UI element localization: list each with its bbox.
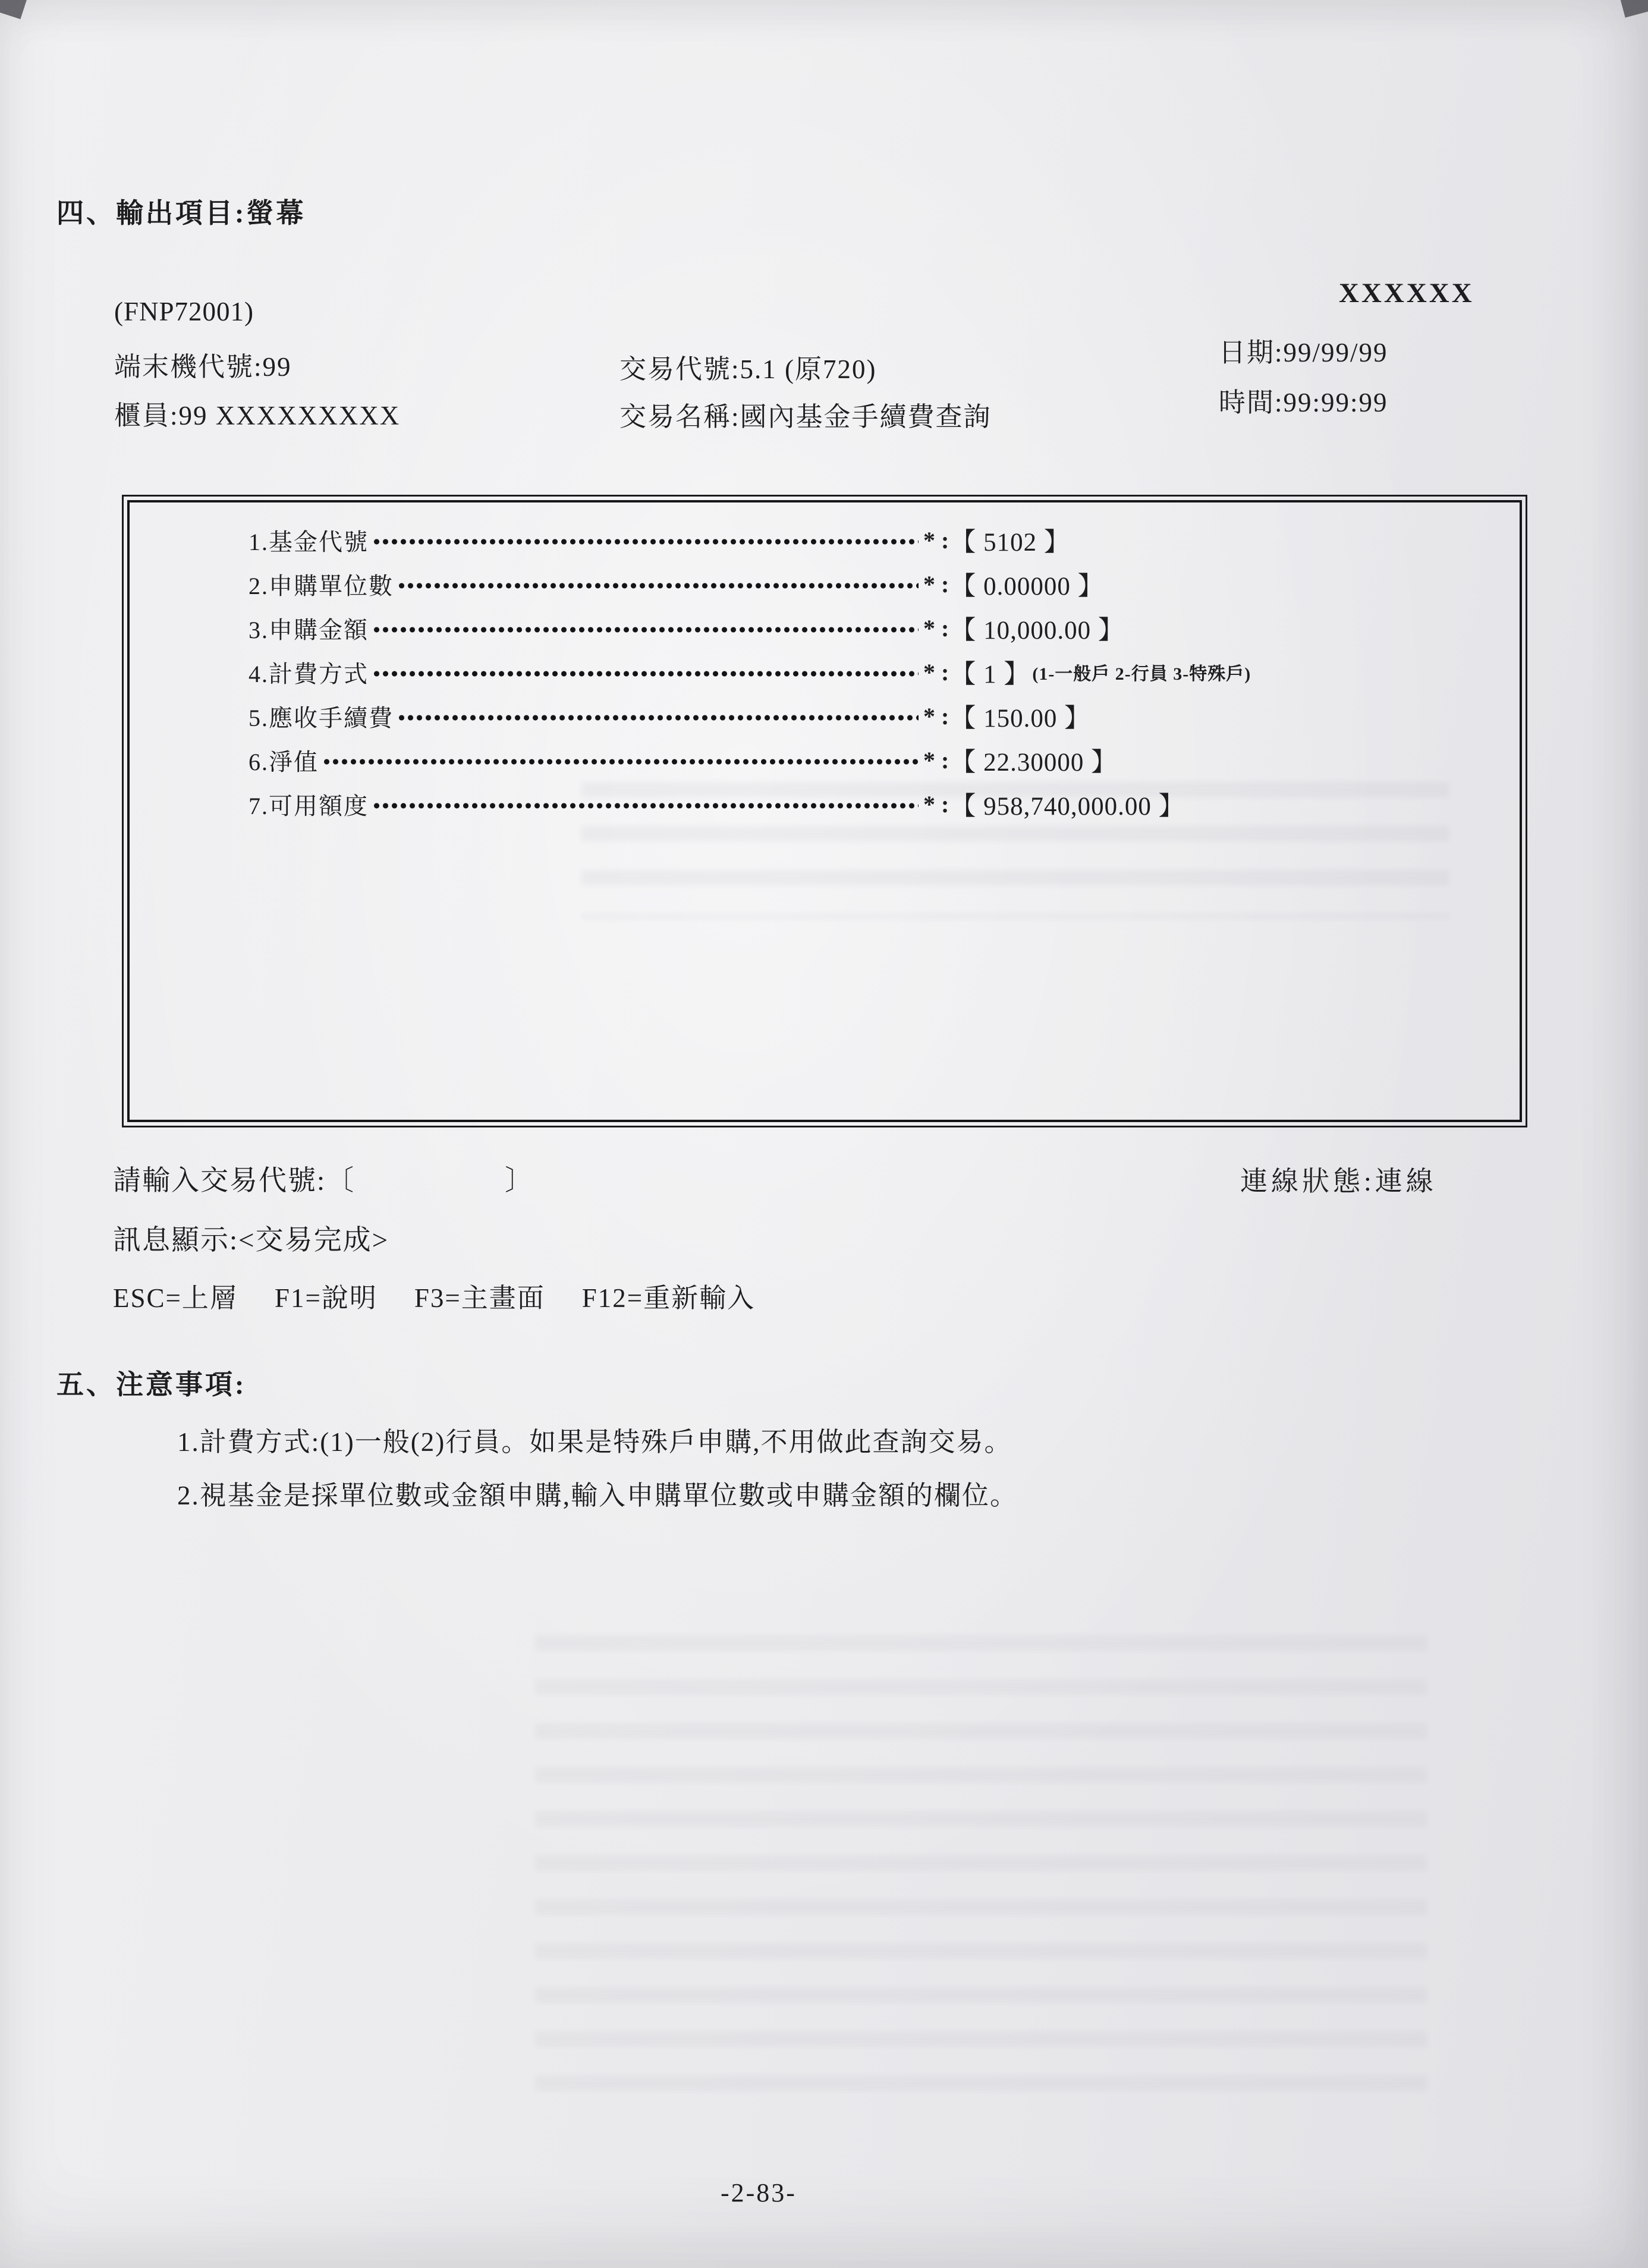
bleed-through-artifact [535,1635,1427,2111]
screen-field-row [249,655,1504,689]
screen-field-row [249,743,1504,777]
required-marker: * : [923,746,949,774]
screen-field-row [249,611,1504,645]
teller-code: 櫃員:99 XXXXXXXXX [114,401,401,431]
screen-field-row [249,523,1504,557]
photo-corner-artifact [0,0,28,19]
date-field: 日期:99/99/99 [1219,338,1388,367]
field-label: 7.可用額度 [249,792,369,819]
input-open-bracket: 〔 [326,1166,356,1196]
field-value: 【 0.00000 】 [950,572,1104,601]
transaction-name: 交易名稱:國內基金手續費查詢 [619,402,992,432]
fkey-f12: F12=重新輸入 [581,1283,756,1313]
dot-leader [397,574,919,598]
note-item-1: 1.計費方式:(1)一般(2)行員。如果是特殊戶申購,不用做此查詢交易。 [177,1427,1012,1457]
section-notes-heading: 五、注意事項: [56,1369,247,1400]
required-marker: * : [923,658,949,686]
transaction-code: 交易代號:5.1 (原720) [619,354,877,384]
note-item-2: 2.視基金是採單位數或金額申購,輸入申購單位數或申購金額的欄位。 [177,1481,1018,1510]
prompt-label: 請輸入交易代號: [113,1166,326,1196]
terminal-screen-frame [122,495,1527,1127]
fkey-esc: ESC=上層 [113,1283,238,1313]
field-label: 6.淨值 [249,748,319,775]
dot-leader [322,750,919,774]
field-label: 2.申購單位數 [249,572,394,599]
dot-leader [372,530,919,554]
connection-status: 連線狀態:連線 [1240,1166,1437,1196]
field-value: 【 1 】 [950,660,1030,689]
function-key-legend [113,1276,792,1315]
field-value: 【 22.30000 】 [950,748,1118,777]
dot-leader [372,662,919,686]
section-output-heading: 四、輸出項目:螢幕 [56,198,306,228]
screen-field-row [249,567,1504,601]
field-value: 【 10,000.00 】 [950,616,1124,645]
field-label: 5.應收手續費 [249,704,394,731]
dot-leader [372,618,919,642]
field-value: 【 150.00 】 [950,704,1091,733]
fkey-f3: F3=主畫面 [414,1283,545,1313]
field-label: 1.基金代號 [249,528,369,555]
time-field: 時間:99:99:99 [1219,388,1388,417]
field-note: (1-一般戶 2-行員 3-特殊戶) [1032,664,1251,684]
photo-corner-artifact [1619,0,1648,18]
required-marker: * : [923,790,949,818]
screen-field-row [249,699,1504,733]
required-marker: * : [923,614,949,642]
required-marker: * : [923,570,949,598]
fkey-f1: F1=說明 [274,1283,378,1313]
field-value: 【 5102 】 [950,528,1070,557]
required-marker: * : [923,702,949,730]
field-label: 3.申購金額 [249,616,369,643]
transaction-code-prompt [113,1158,534,1198]
field-value: 【 958,740,000.00 】 [950,792,1185,821]
masked-header-field: XXXXXX [1339,278,1474,309]
message-display: 訊息顯示:<交易完成> [113,1225,389,1256]
terminal-code: 端末機代號:99 [114,352,292,382]
terminal-screen-inner-frame [127,500,1522,1122]
required-marker: * : [923,526,949,554]
page-number: -2-83- [721,2178,797,2207]
program-id: (FNP72001) [114,297,254,326]
dot-leader [397,706,919,730]
field-label: 4.計費方式 [249,660,369,687]
input-close-bracket: 〕 [505,1166,534,1196]
bleed-through-artifact [581,782,1449,919]
